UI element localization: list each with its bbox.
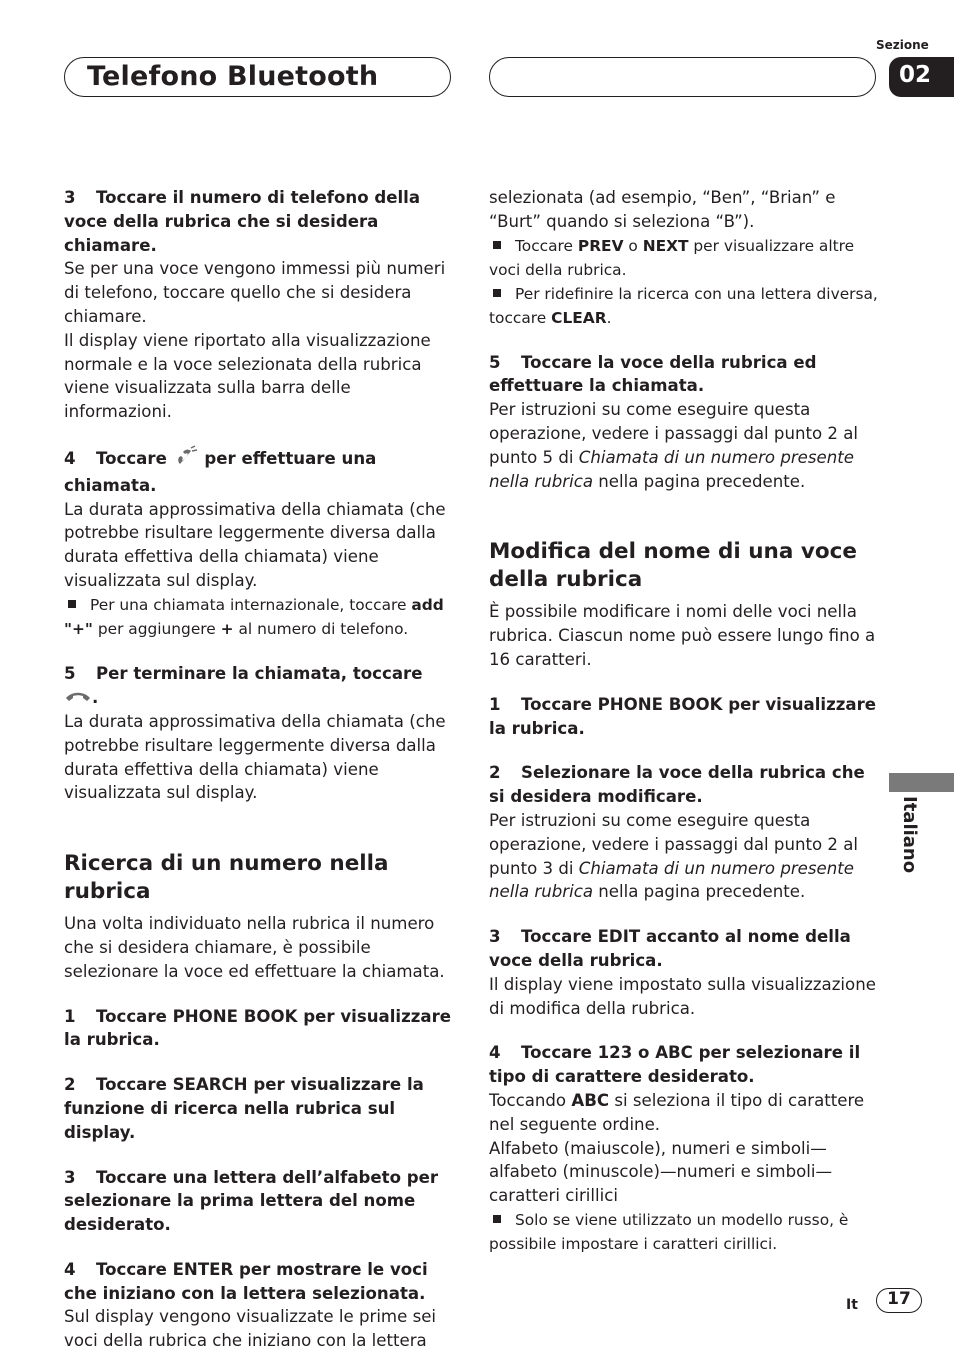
step-heading: 1 Toccare PHONE BOOK per visualizzare la rubrica. xyxy=(489,694,877,738)
bullet-note: Toccare PREV o NEXT per visualizzare altre voci della rubrica. xyxy=(489,236,855,279)
bullet-note: Per una chiamata internazionale, toccare add "+" per aggiungere + al numero di telefono. xyxy=(64,595,444,638)
step-heading: 5 Per terminare la chiamata, toccare . xyxy=(64,662,454,710)
step-heading: 1 Toccare PHONE BOOK per visualizzare la rubrica. xyxy=(64,1006,452,1050)
phone-hangup-icon xyxy=(64,686,92,710)
language-label: Italiano xyxy=(899,796,920,874)
section-number-tab: 02 xyxy=(889,57,954,97)
header-empty-box xyxy=(489,57,876,97)
footer-language-code: It xyxy=(846,1297,858,1313)
paragraph: È possibile modificare i nomi delle voci nella rubrica. Ciascun nome può essere lungo fino a 16 caratteri. xyxy=(489,602,876,669)
section-heading: Modifica del nome di una voce della rubrica xyxy=(489,539,857,593)
paragraph: Alfabeto (maiuscole), numeri e simboli—alfabeto (minuscole)—numeri e simboli—caratteri cirillici xyxy=(489,1138,833,1206)
step-heading: 4 Toccare 123 o ABC per selezionare il tipo di carattere desiderato. xyxy=(489,1043,861,1087)
step-heading: 4 Toccare per effettuare una chiamata. xyxy=(64,445,454,498)
bullet-note: Solo se viene utilizzato un modello russo, è possibile impostare i caratteri cirillici. xyxy=(489,1210,849,1253)
paragraph: selezionata (ad esempio, “Ben”, “Brian” e “Burt” quando si seleziona “B”). xyxy=(489,188,836,231)
page-title: Telefono Bluetooth xyxy=(87,61,379,92)
page-number: 17 xyxy=(876,1288,922,1313)
left-column xyxy=(64,186,454,1353)
paragraph: Toccando ABC si seleziona il tipo di carattere nel seguente ordine. xyxy=(489,1090,865,1134)
step-heading: 3 Toccare una lettera dell’alfabeto per selezionare la prima lettera del nome desiderato. xyxy=(64,1167,439,1235)
bullet-note: Per ridefinire la ricerca con una lettera diversa, toccare CLEAR. xyxy=(489,284,878,327)
step-heading: 2 Toccare SEARCH per visualizzare la funzione di ricerca nella rubrica sul display. xyxy=(64,1075,424,1142)
section-label: Sezione xyxy=(876,38,929,52)
paragraph: Il display viene riportato alla visualizzazione normale e la voce selezionata della rubrica viene visualizzata sulla barra delle informazioni. xyxy=(64,330,431,422)
paragraph: La durata approssimativa della chiamata (che potrebbe risultare leggermente diversa dalla durata effettiva della chiamata) viene visualizzata sul display. xyxy=(64,499,446,590)
phone-call-icon xyxy=(173,445,199,474)
paragraph: Una volta individuato nella rubrica il numero che si desidera chiamare, è possibile selezionare la voce ed effettuare la chiamata. xyxy=(64,914,445,981)
header-title-box xyxy=(64,57,451,97)
language-tab-marker xyxy=(889,773,954,792)
step-heading: 3 Toccare il numero di telefono della voce della rubrica che si desidera chiamare. xyxy=(64,188,421,255)
step-heading: 5 Toccare la voce della rubrica ed effettuare la chiamata. xyxy=(489,352,817,396)
section-heading: Ricerca di un numero nella rubrica xyxy=(64,851,389,905)
step-heading: 2 Selezionare la voce della rubrica che si desidera modificare. xyxy=(489,763,865,807)
step-heading: 3 Toccare EDIT accanto al nome della voce della rubrica. xyxy=(489,927,851,970)
step-heading: 4 Toccare ENTER per mostrare le voci che iniziano con la lettera selezionata. xyxy=(64,1259,428,1303)
right-column xyxy=(489,186,879,1256)
paragraph: Per istruzioni su come eseguire questa operazione, vedere i passaggi dal punto 2 al punto 3 di Chiamata di un numero presente nella rubrica nella pagina precedente. xyxy=(489,810,859,902)
paragraph: La durata approssimativa della chiamata (che potrebbe risultare leggermente diversa dalla durata effettiva della chiamata) viene visualizzata sul display. xyxy=(64,711,446,803)
paragraph: Per istruzioni su come eseguire questa operazione, vedere i passaggi dal punto 2 al punto 5 di Chiamata di un numero presente nella rubrica nella pagina precedente. xyxy=(489,400,859,491)
paragraph: Sul display vengono visualizzate le prime sei voci della rubrica che iniziano con la lettera xyxy=(64,1307,437,1351)
paragraph: Il display viene impostato sulla visualizzazione di modifica della rubrica. xyxy=(489,974,876,1018)
paragraph: Se per una voce vengono immessi più numeri di telefono, toccare quello che si desidera chiamare. xyxy=(64,259,446,326)
